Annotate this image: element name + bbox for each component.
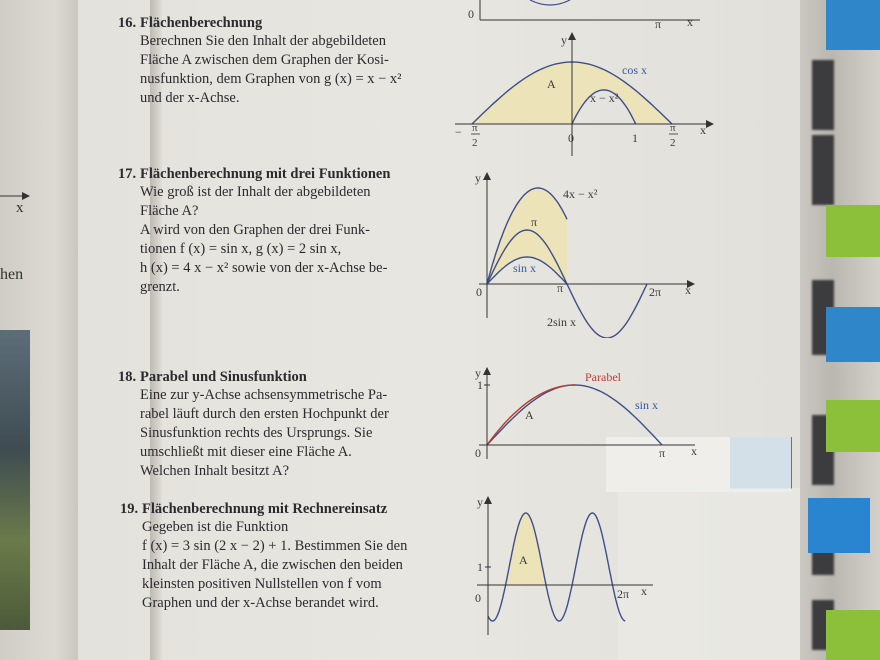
text-line: grenzt.: [140, 279, 180, 295]
zero-label: 0: [475, 446, 481, 460]
svg-text:2: 2: [670, 137, 676, 149]
tab-shadow: [812, 60, 834, 130]
register-tab-blue: [826, 307, 880, 362]
figure-18: [465, 365, 705, 465]
y-arrow-icon: [483, 172, 491, 180]
exercise-text: [118, 32, 428, 108]
text-line: Inhalt der Fläche A, die zwischen den beiden: [142, 557, 403, 573]
figure-15-fragment: [440, 0, 710, 30]
two-pi-label: 2π: [649, 285, 662, 299]
one-label: 1: [632, 131, 638, 145]
axis-arrow-fragment: [0, 180, 78, 240]
text-line: nusfunktion, dem Graphen von g (x) = x − x²: [140, 71, 402, 87]
svg-text:2: 2: [472, 137, 478, 149]
zero-label: 0: [468, 7, 474, 21]
exercise-number: 17.: [118, 166, 137, 182]
sin-label: sin x: [513, 261, 537, 275]
exercise-number: 16.: [118, 15, 137, 31]
figure-19: [465, 492, 665, 637]
x-label: x: [687, 15, 693, 29]
y-arrow-icon: [568, 32, 576, 40]
exercise-number: 19.: [120, 501, 139, 517]
h-label: 4x − x²: [563, 187, 598, 201]
area-a-fill: [506, 513, 546, 585]
function-curve: [488, 513, 625, 621]
register-tab-blue: [826, 0, 880, 50]
x-label: x: [700, 123, 706, 137]
text-line: Fläche A zwischen dem Graphen der Kosi-: [140, 52, 389, 68]
zero-label: 0: [568, 131, 574, 145]
x-arrow-icon: [706, 120, 714, 128]
text-line: Graphen und der x-Achse berandet wird.: [142, 595, 379, 611]
two-sin-label: 2sin x: [547, 315, 577, 329]
y-label: y: [477, 495, 483, 509]
exercise-title: Flächenberechnung: [140, 15, 263, 31]
one-label: 1: [477, 560, 483, 574]
neg-half-pi-label: [455, 122, 480, 149]
text-line: Fläche A?: [140, 203, 199, 219]
exercise-title: Flächenberechnung mit Rechnereinsatz: [142, 501, 388, 517]
text-line: Welchen Inhalt besitzt A?: [140, 463, 290, 479]
pi-label: π: [655, 17, 662, 30]
text-line: Gegeben ist die Funktion: [142, 519, 289, 535]
cos-label: cos x: [622, 63, 647, 77]
left-page-edge: [0, 0, 78, 660]
register-tab-blue: [808, 498, 870, 553]
x-label: x: [685, 283, 691, 297]
text-line: Eine zur y-Achse achsensymmetrische Pa-: [140, 387, 388, 403]
left-page-photo: [0, 330, 30, 630]
register-tab-green: [826, 205, 880, 257]
zero-label: 0: [476, 285, 482, 299]
text-line: h (x) = 4 x − x² sowie von der x-Achse be-: [140, 260, 388, 276]
text-line: kleinsten positiven Nullstellen von f vom: [142, 576, 382, 592]
zero-label: 0: [475, 591, 481, 605]
svg-text:−: −: [455, 125, 462, 139]
y-label: y: [561, 33, 567, 47]
register-tab-green: [826, 400, 880, 452]
text-line: umschließt mit dieser eine Fläche A.: [140, 444, 352, 460]
area-label: A: [519, 553, 528, 567]
text-line: Berechnen Sie den Inhalt der abgebildeten: [140, 33, 386, 49]
text-line: rabel läuft durch den ersten Hochpunkt der: [140, 406, 389, 422]
sin-label: sin x: [635, 398, 659, 412]
one-label: 1: [477, 378, 483, 392]
left-frag-x: x: [16, 200, 24, 216]
area-label: A: [547, 77, 556, 91]
exercise-title: Parabel und Sinusfunktion: [140, 369, 307, 385]
two-pi-label: 2π: [617, 587, 630, 601]
exercise-title: Flächenberechnung mit drei Funktionen: [140, 166, 391, 182]
half-pi-label: [669, 122, 678, 149]
svg-text:π: π: [472, 122, 478, 134]
text-line: Sinusfunktion rechts des Ursprungs. Sie: [140, 425, 373, 441]
text-line: A wird von den Graphen der drei Funk-: [140, 222, 370, 238]
parabel-label: Parabel: [585, 370, 621, 384]
y-label: y: [475, 366, 481, 380]
figure-17: [465, 168, 705, 338]
y-arrow-icon: [484, 496, 492, 504]
curve-fragment: [530, 0, 570, 5]
pi-label: π: [557, 281, 564, 295]
text-line: Wie groß ist der Inhalt der abgebildeten: [140, 184, 371, 200]
exercise-text: [118, 183, 428, 297]
x-label: x: [641, 584, 647, 598]
exercise-19: [120, 500, 430, 613]
text-line: und der x-Achse.: [140, 90, 240, 106]
left-frag-word: hen: [0, 266, 24, 283]
figure-16: [450, 28, 720, 158]
pi-inside-label: π: [531, 215, 538, 229]
exercise-17: [118, 165, 428, 297]
parabola-label: x − x²: [590, 91, 619, 105]
tab-shadow: [812, 135, 834, 205]
exercise-text: [120, 518, 430, 613]
register-tab-green: [826, 610, 880, 660]
text-line: tionen f (x) = sin x, g (x) = 2 sin x,: [140, 241, 342, 257]
area-label: A: [525, 408, 534, 422]
y-arrow-icon: [483, 367, 491, 375]
y-label: y: [475, 171, 481, 185]
pi-label: π: [659, 446, 666, 460]
exercise-number: 18.: [118, 369, 137, 385]
x-label: x: [691, 444, 697, 458]
exercise-16: [118, 14, 428, 108]
exercise-18: [118, 368, 428, 481]
svg-text:π: π: [670, 122, 676, 134]
text-line: f (x) = 3 sin (2 x − 2) + 1. Bestimmen Sie den: [142, 538, 408, 554]
exercise-text: [118, 386, 428, 481]
